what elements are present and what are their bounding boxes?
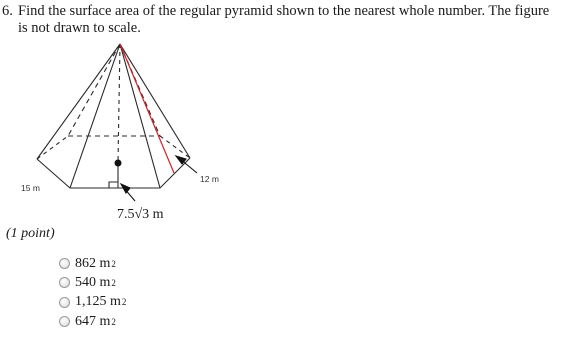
slant-height-label: 12 m xyxy=(200,174,219,184)
apothem-label: 7.5√3 m xyxy=(117,207,164,222)
base-edge-label: 15 m xyxy=(21,183,40,193)
radio-button-4[interactable] xyxy=(59,316,70,327)
option-4-exponent: 2 xyxy=(111,316,116,327)
answer-option-4[interactable] xyxy=(59,312,126,331)
question-number: 6. xyxy=(2,3,13,19)
visible-base-edges xyxy=(37,158,190,188)
base-center-dot xyxy=(115,160,122,167)
answer-option-2[interactable] xyxy=(59,273,126,292)
radio-button-3[interactable] xyxy=(59,297,70,308)
answer-options xyxy=(59,254,126,331)
hidden-base-edge-right xyxy=(160,136,190,158)
option-2-label: 540 m xyxy=(75,274,111,290)
option-4-label: 647 m xyxy=(75,313,111,329)
answer-option-1[interactable] xyxy=(59,254,126,273)
points-label: (1 point) xyxy=(6,226,55,241)
option-2-exponent: 2 xyxy=(111,277,116,288)
slant-height-line xyxy=(120,44,174,173)
question-text: Find the surface area of the regular pyramid shown to the nearest whole number. The figure is not drawn to scale. xyxy=(18,3,550,36)
option-3-label: 1,125 m xyxy=(75,294,121,310)
radio-button-2[interactable] xyxy=(59,277,70,288)
answer-option-3[interactable] xyxy=(59,293,126,312)
option-1-label: 862 m xyxy=(75,255,111,271)
option-3-exponent: 2 xyxy=(121,297,127,308)
lateral-edge xyxy=(37,44,120,159)
hidden-lateral-edge-left xyxy=(68,44,120,136)
lateral-edge xyxy=(120,44,160,188)
hidden-base-edge-left xyxy=(37,136,68,159)
radio-button-1[interactable] xyxy=(59,258,70,269)
option-1-exponent: 2 xyxy=(111,258,116,269)
lateral-edge xyxy=(70,44,120,188)
right-angle-mark xyxy=(109,182,118,188)
pyramid-height xyxy=(118,44,120,162)
lateral-edge xyxy=(120,44,190,158)
